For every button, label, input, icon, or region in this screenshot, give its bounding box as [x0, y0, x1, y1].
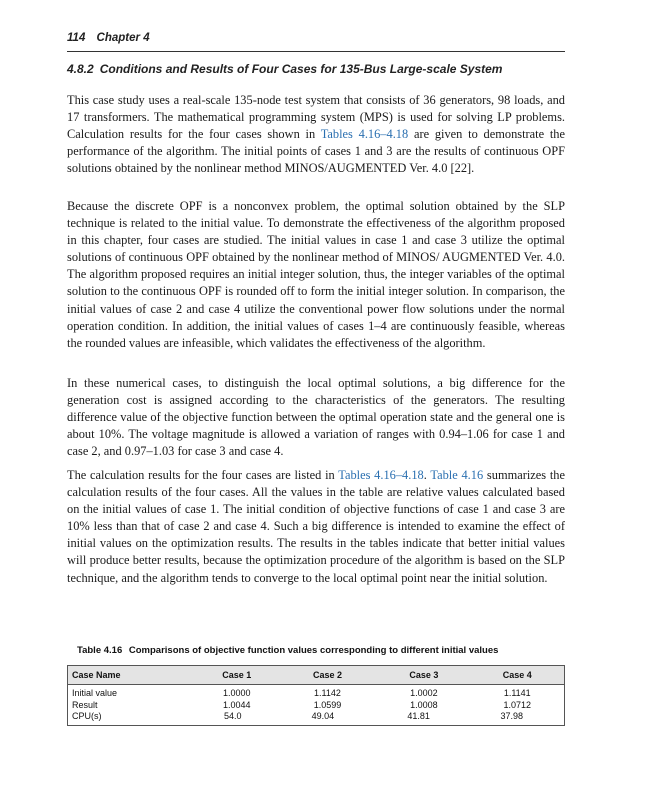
table-cell: 1.0599	[313, 699, 342, 710]
table-row	[68, 685, 565, 700]
running-header	[67, 32, 565, 44]
paragraph-3	[67, 375, 565, 460]
table-reference-link[interactable]: Tables 4.16–4.18	[338, 468, 424, 482]
paragraph-text: The calculation results for the four cases are listed in	[67, 468, 339, 482]
paragraph-1	[67, 92, 565, 177]
paragraph-text: This case study uses a real-scale 135-node test system that consists of 36 generators, 98 loads, and 17 transformers. The mathematical programming system (MPS) is used for solving LP problems. Calculation results for the four cases shown in	[67, 93, 565, 142]
table-cell: 54.0	[224, 711, 242, 721]
table-cell: 1.0044	[223, 699, 251, 710]
column-header: Case 1	[196, 666, 278, 685]
page-number: 114	[67, 32, 86, 44]
paragraph-text: are given to demonstrate the performance of the algorithm. The initial points of cases 1 and 3 are the results of continuous OPF solutions obtained by the nonlinear method MINOS/AUGMENTED Ver. 4.0 [22].	[67, 127, 565, 176]
table-cell: 1.0002	[410, 688, 438, 698]
header-rule	[67, 51, 565, 52]
table-caption	[77, 645, 557, 656]
table-label: Table 4.16	[77, 645, 123, 656]
table-cell: 1.1142	[314, 688, 341, 698]
paragraph-text: .	[423, 468, 431, 482]
table-cell: 1.1141	[503, 688, 531, 698]
table-row	[68, 700, 565, 712]
paragraph-2	[67, 198, 565, 352]
paragraph-text: Because the discrete OPF is a nonconvex problem, the optimal solution obtained by the SLP technique is related to the initial value. To demonstrate the effectiveness of the algorithm proposed in this chapter, four cases are studied. The initial values in case 1 and case 3 utilize the optimal solutions of continuous OPF obtained by the nonlinear method of MINOS/ AUGMENTED Ver. 4.0. The algorithm proposed requires an initial integer solution, thus, the integer variables of the optimal solution to the continuous OPF is rounded off to form the initial integer solution. In comparison, the initial values of case 2 and case 4 utilize the conventional power flow solutions under the normal operation condition. In addition, the initial values of cases 1–4 are continuously feasible, whereas the rounded values are infeasible, which validates the effectiveness of the algorithm.	[67, 199, 565, 350]
table-cell: 37.98	[500, 711, 524, 721]
table-reference-link[interactable]: Table 4.16	[430, 468, 484, 482]
paragraph-text: summarizes the calculation results of the four cases. All the values in the table are relative values calculated based on the initial values of case 1. The initial condition of objective functions of case 1 and case 3 are 10% less than that of case 2 and case 4. Such a big difference is intended to examine the effect of initial values on the optimization results. The results in the tables indicate that better initial values will produce better results, because the optimization procedure of the algorithm is based on the SLP technique, and the algorithm tends to converge to the local optimal point near the initial solution.	[67, 468, 565, 585]
column-header: Case 2	[278, 666, 378, 685]
table-cell: 1.0008	[410, 699, 438, 710]
column-header: Case 4	[470, 666, 564, 685]
section-heading	[67, 62, 565, 76]
results-table	[67, 665, 565, 726]
table-cell: CPU(s)	[72, 711, 102, 721]
table-cell: 1.0712	[503, 699, 531, 710]
table-row	[68, 711, 565, 725]
section-number: 4.8.2	[67, 62, 94, 76]
chapter-label: Chapter 4	[96, 32, 150, 44]
paragraph-4	[67, 467, 565, 587]
table-caption-text: Comparisons of objective function values corresponding to different initial values	[128, 645, 499, 656]
table-header-row	[68, 666, 565, 685]
table-cell: 41.81	[407, 711, 430, 721]
table-cell: 1.0000	[223, 688, 251, 698]
column-header: Case 3	[377, 666, 470, 685]
table-reference-link[interactable]: Tables 4.16–4.18	[320, 127, 409, 142]
paragraph-text: In these numerical cases, to distinguish the local optimal solutions, a big difference for the generation cost is assigned according to the characteristics of the generators. The resulting difference value of the objective function between the optimal operation state and the general one is about 10%. The voltage magnitude is allowed a variation of ranges with 0.94–1.06 for case 1 and case 2, and 0.97–1.03 for case 3 and case 4.	[67, 376, 565, 459]
column-header: Case Name	[68, 666, 197, 685]
table-cell: Result	[72, 699, 98, 710]
table-cell: Initial value	[72, 688, 118, 698]
section-title: Conditions and Results of Four Cases for 135-Bus Large-scale System	[99, 62, 503, 76]
table-cell: 49.04	[311, 711, 335, 721]
